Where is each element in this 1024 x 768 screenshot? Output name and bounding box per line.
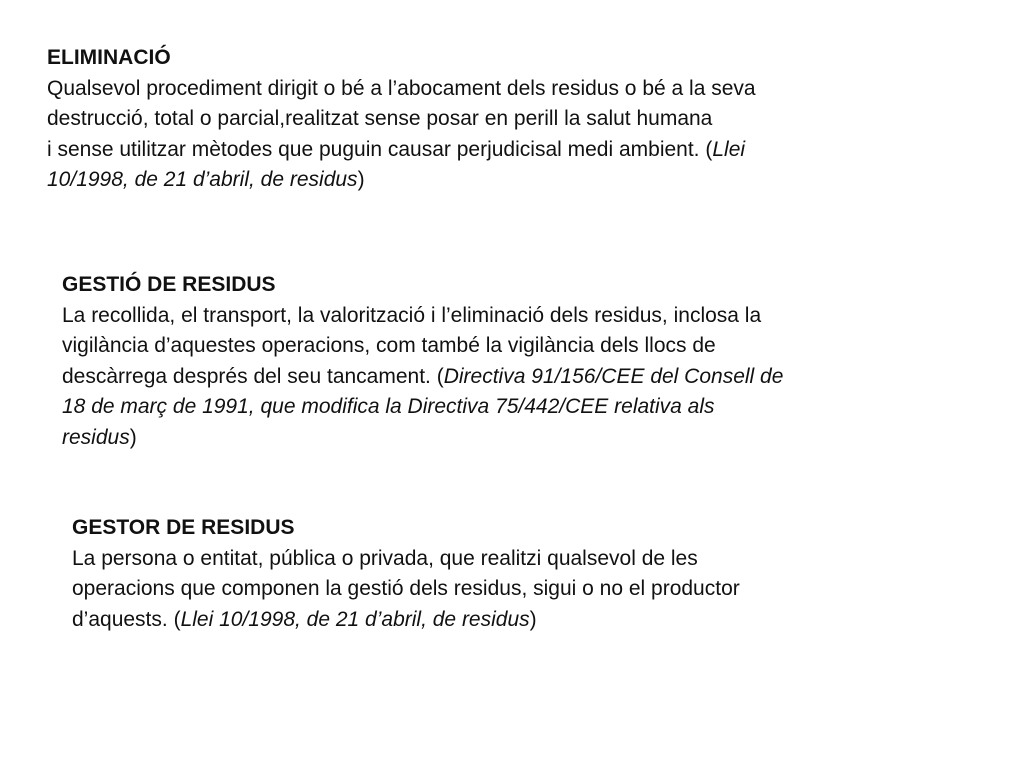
legal-citation: Llei 10/1998, de 21 d’abril, de residus xyxy=(180,607,530,631)
definition-heading: ELIMINACIÓ xyxy=(47,46,171,69)
definition-heading: GESTIÓ DE RESIDUS xyxy=(62,273,276,296)
legal-citation: 18 de març de 1991, que modifica la Directiva 75/442/CEE relativa als xyxy=(62,395,715,418)
definition-text: i sense utilitzar mètodes que puguin causar perjudicisal medi ambient. ( xyxy=(47,137,713,161)
definition-text-line xyxy=(62,362,783,393)
definition-eliminacio xyxy=(47,43,756,196)
definition-text: d’aquests. ( xyxy=(72,607,181,631)
citation-close: ) xyxy=(129,425,137,449)
definition-text-line: vigilància d’aquestes operacions, com també la vigilància dels llocs de xyxy=(62,334,716,357)
definition-text-line: La persona o entitat, pública o privada, que realitzi qualsevol de les xyxy=(72,546,698,570)
legal-citation: Llei xyxy=(712,137,746,161)
definition-text-line xyxy=(62,423,783,454)
definition-text-line xyxy=(47,165,756,196)
definition-gestor-de-residus xyxy=(72,513,740,635)
definition-text-line xyxy=(47,135,756,166)
citation-close: ) xyxy=(529,607,537,631)
citation-close: ) xyxy=(357,168,365,191)
definition-text-line xyxy=(62,392,783,423)
legal-citation: Directiva 91/156/CEE del Consell de xyxy=(443,364,784,388)
definition-text: descàrrega després del seu tancament. ( xyxy=(62,364,444,388)
definition-text-line: destrucció, total o parcial,realitzat sense posar en perill la salut humana xyxy=(47,107,713,130)
definition-text-line: operacions que componen la gestió dels residus, sigui o no el productor xyxy=(72,577,740,600)
definition-text-line: La recollida, el transport, la valorització i l’eliminació dels residus, inclosa la xyxy=(62,303,762,327)
legal-citation: 10/1998, de 21 d’abril, de residus xyxy=(47,168,358,191)
definition-heading: GESTOR DE RESIDUS xyxy=(72,516,295,539)
definition-text-line: Qualsevol procediment dirigit o bé a l’abocament dels residus o bé a la seva xyxy=(47,76,756,100)
definition-text-line xyxy=(72,605,740,636)
definition-gestio-de-residus xyxy=(62,270,783,453)
legal-citation: residus xyxy=(62,425,130,449)
